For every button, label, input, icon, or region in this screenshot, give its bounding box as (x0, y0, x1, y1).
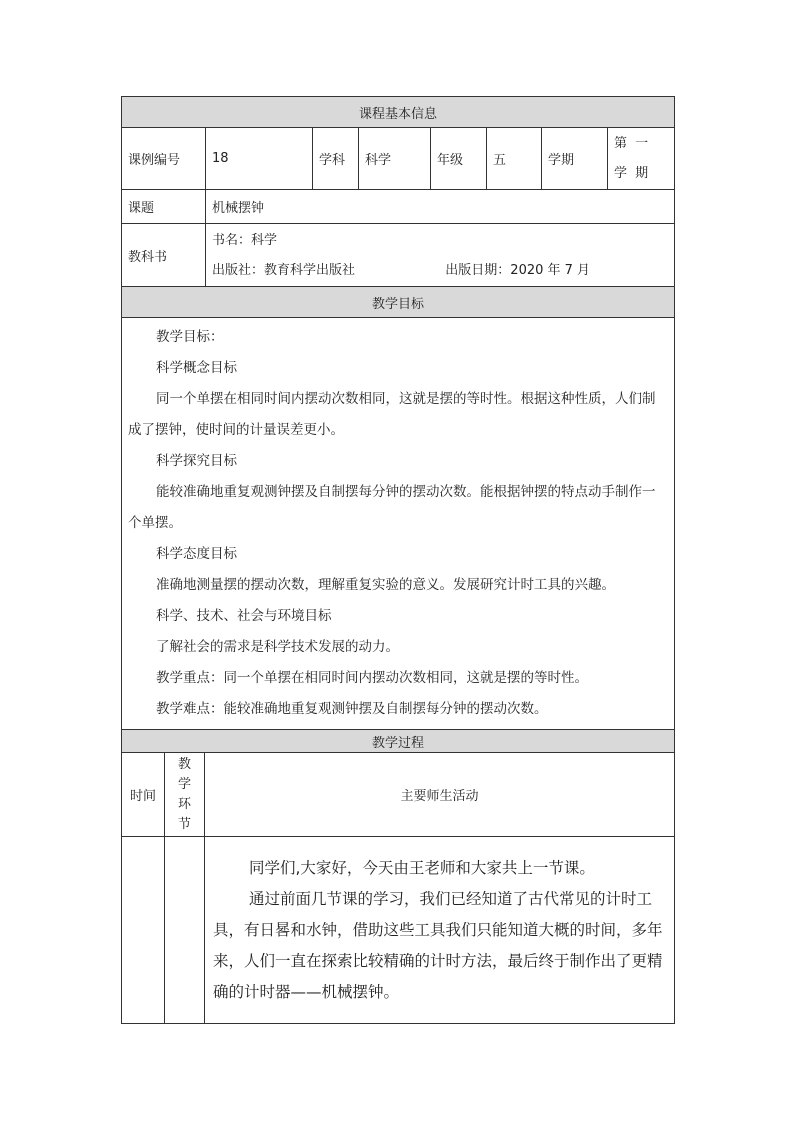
grade-label: 年级 (431, 128, 487, 190)
subject-value: 科学 (359, 128, 431, 190)
lesson-plan-table (121, 96, 675, 753)
inquiry-text: 能较准确地重复观测钟摆及自制摆每分钟的摆动次数。能根据钟摆的特点动手制作一个单摆。 (128, 484, 656, 531)
inquiry-title: 科学探究目标 (156, 453, 237, 469)
textbook-info (206, 224, 675, 287)
book-name: 书名：科学 (212, 233, 278, 248)
basic-info-header: 课程基本信息 (122, 97, 675, 128)
process-table (121, 752, 675, 1024)
textbook-label: 教科书 (122, 224, 206, 287)
topic-label: 课题 (122, 190, 206, 224)
difficulty: 教学难点：能较准确地重复观测钟摆及自制摆每分钟的摆动次数。 (156, 701, 548, 717)
activity-label: 主要师生活动 (205, 753, 675, 837)
pub-date: 出版日期：2020 年 7 月 (445, 263, 591, 278)
sts-text: 了解社会的需求是科学技术发展的动力。 (156, 639, 399, 655)
grade-value: 五 (487, 128, 542, 190)
attitude-text: 准确地测量摆的摆动次数，理解重复实验的意义。发展研究计时工具的兴趣。 (156, 577, 615, 593)
publisher-line (212, 256, 668, 286)
stage-cell (165, 837, 205, 1024)
key-point: 教学重点：同一个单摆在相同时间内摆动次数相同，这就是摆的等时性。 (156, 670, 588, 686)
concept-text: 同一个单摆在相同时间内摆动次数相同，这就是摆的等时性。根据这种性质，人们制成了摆钟，使时间的计量误差更小。 (128, 391, 656, 438)
process-header: 教学过程 (122, 730, 675, 753)
term-value: 第 一 学 期 (608, 128, 675, 190)
objectives-header: 教学目标 (122, 287, 675, 318)
objectives-intro: 教学目标： (156, 329, 224, 345)
publisher: 出版社：教育科学出版社 (212, 263, 356, 278)
activity-para-2: 通过前面几节课的学习，我们已经知道了古代常见的计时工具，有日晷和水钟，借助这些工具我们只能知道大概的时间，多年来，人们一直在探索比较精确的计时方法，最后终于制作出了更精确的计时器——机械摆钟。 (213, 890, 663, 1001)
case-no-value: 18 (206, 128, 313, 190)
attitude-title: 科学态度目标 (156, 546, 237, 562)
activity-para-1: 同学们,大家好，今天由王老师和大家共上一节课。 (249, 859, 595, 877)
objectives-body (122, 318, 675, 730)
lesson-plan-sheet (121, 96, 674, 1024)
term-label: 学期 (542, 128, 608, 190)
stage-label: 教学环节 (165, 753, 205, 837)
subject-label: 学科 (313, 128, 359, 190)
topic-value: 机械摆钟 (206, 190, 675, 224)
case-no-label: 课例编号 (122, 128, 206, 190)
activity-body (205, 837, 675, 1024)
time-cell (122, 837, 165, 1024)
concept-title: 科学概念目标 (156, 360, 237, 376)
time-label: 时间 (122, 753, 165, 837)
sts-title: 科学、技术、社会与环境目标 (156, 608, 332, 624)
